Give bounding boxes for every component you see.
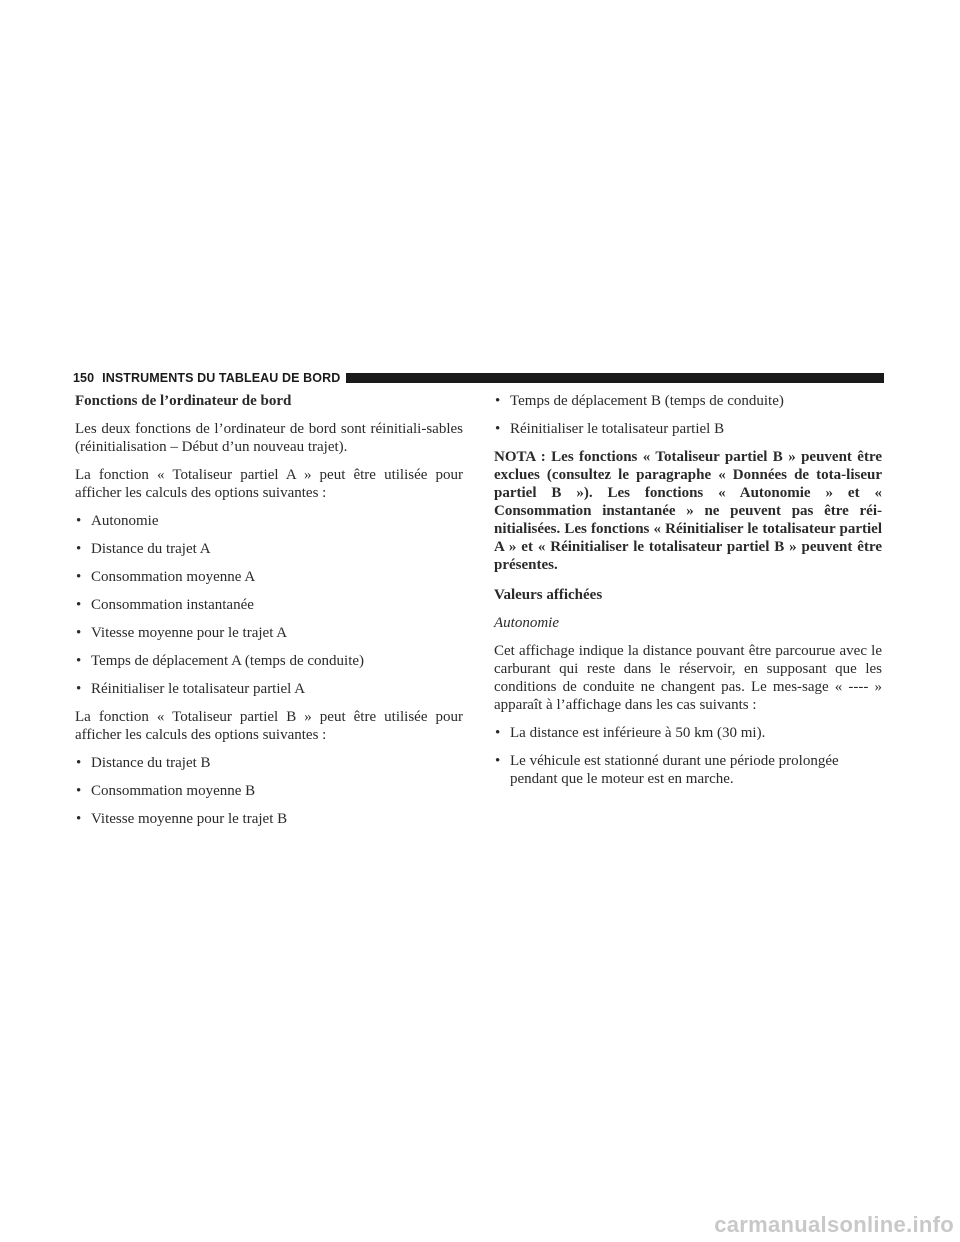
trip-b-paragraph: La fonction « Totaliseur partiel B » peut être utilisée pour afficher les calculs des options suivantes : (75, 709, 463, 743)
page-number: 150 (73, 371, 95, 385)
list-item: • Le véhicule est stationné durant une période prolongée pendant que le moteur est en marche. (494, 752, 882, 788)
list-item: • Consommation moyenne A (75, 568, 463, 586)
list-item: • Temps de déplacement A (temps de conduite) (75, 652, 463, 670)
list-item: • La distance est inférieure à 50 km (30 mi). (494, 724, 882, 742)
section-heading: Fonctions de l’ordinateur de bord (75, 393, 292, 409)
note-paragraph: NOTA : Les fonctions « Totaliseur partiel B » peuvent être exclues (consultez le paragraphe « Données de tota-liseur partiel B »). Les fonctions « Autonomie » et « Consommation instantanée » ne peuvent pas être réi-nitialisées. Les fonctions « Réinitialiser le totalisateur partiel A » et « Réinitialiser le totalisateur partiel B » peuvent être présentes. (494, 449, 882, 573)
list-item: • Consommation instantanée (75, 596, 463, 614)
range-conditions-list (494, 724, 882, 788)
section-title: INSTRUMENTS DU TABLEAU DE BORD (102, 371, 341, 385)
values-heading: Valeurs affichées (494, 587, 603, 603)
intro-paragraph: Les deux fonctions de l’ordinateur de bord sont réinitiali-sables (réinitialisation – Début d’un nouveau trajet). (75, 421, 463, 455)
list-item: • Distance du trajet A (75, 540, 463, 558)
trip-a-list (75, 512, 463, 698)
list-item: • Réinitialiser le totalisateur partiel B (494, 420, 882, 438)
list-item: • Distance du trajet B (75, 754, 463, 772)
list-item: • Réinitialiser le totalisateur partiel A (75, 680, 463, 698)
trip-b-list (75, 754, 463, 828)
list-item: • Vitesse moyenne pour le trajet A (75, 624, 463, 642)
trip-b-list-continued (494, 392, 882, 438)
range-subheading: Autonomie (494, 615, 559, 631)
trip-a-paragraph: La fonction « Totaliseur partiel A » peut être utilisée pour afficher les calculs des options suivantes : (75, 467, 463, 501)
list-item: • Consommation moyenne B (75, 782, 463, 800)
list-item: • Temps de déplacement B (temps de conduite) (494, 392, 882, 410)
list-item: • Vitesse moyenne pour le trajet B (75, 810, 463, 828)
right-column (494, 392, 882, 798)
page-header (73, 371, 884, 385)
range-paragraph: Cet affichage indique la distance pouvant être parcourue avec le carburant qui reste dans le réservoir, en supposant que les conditions de conduite ne changent pas. Le mes-sage « ---- » apparaît à l’affichage dans les cas suivants : (494, 643, 882, 713)
watermark: carmanualsonline.info (714, 1212, 954, 1237)
header-rule (346, 373, 884, 383)
list-item: • Autonomie (75, 512, 463, 530)
left-column (75, 392, 463, 838)
